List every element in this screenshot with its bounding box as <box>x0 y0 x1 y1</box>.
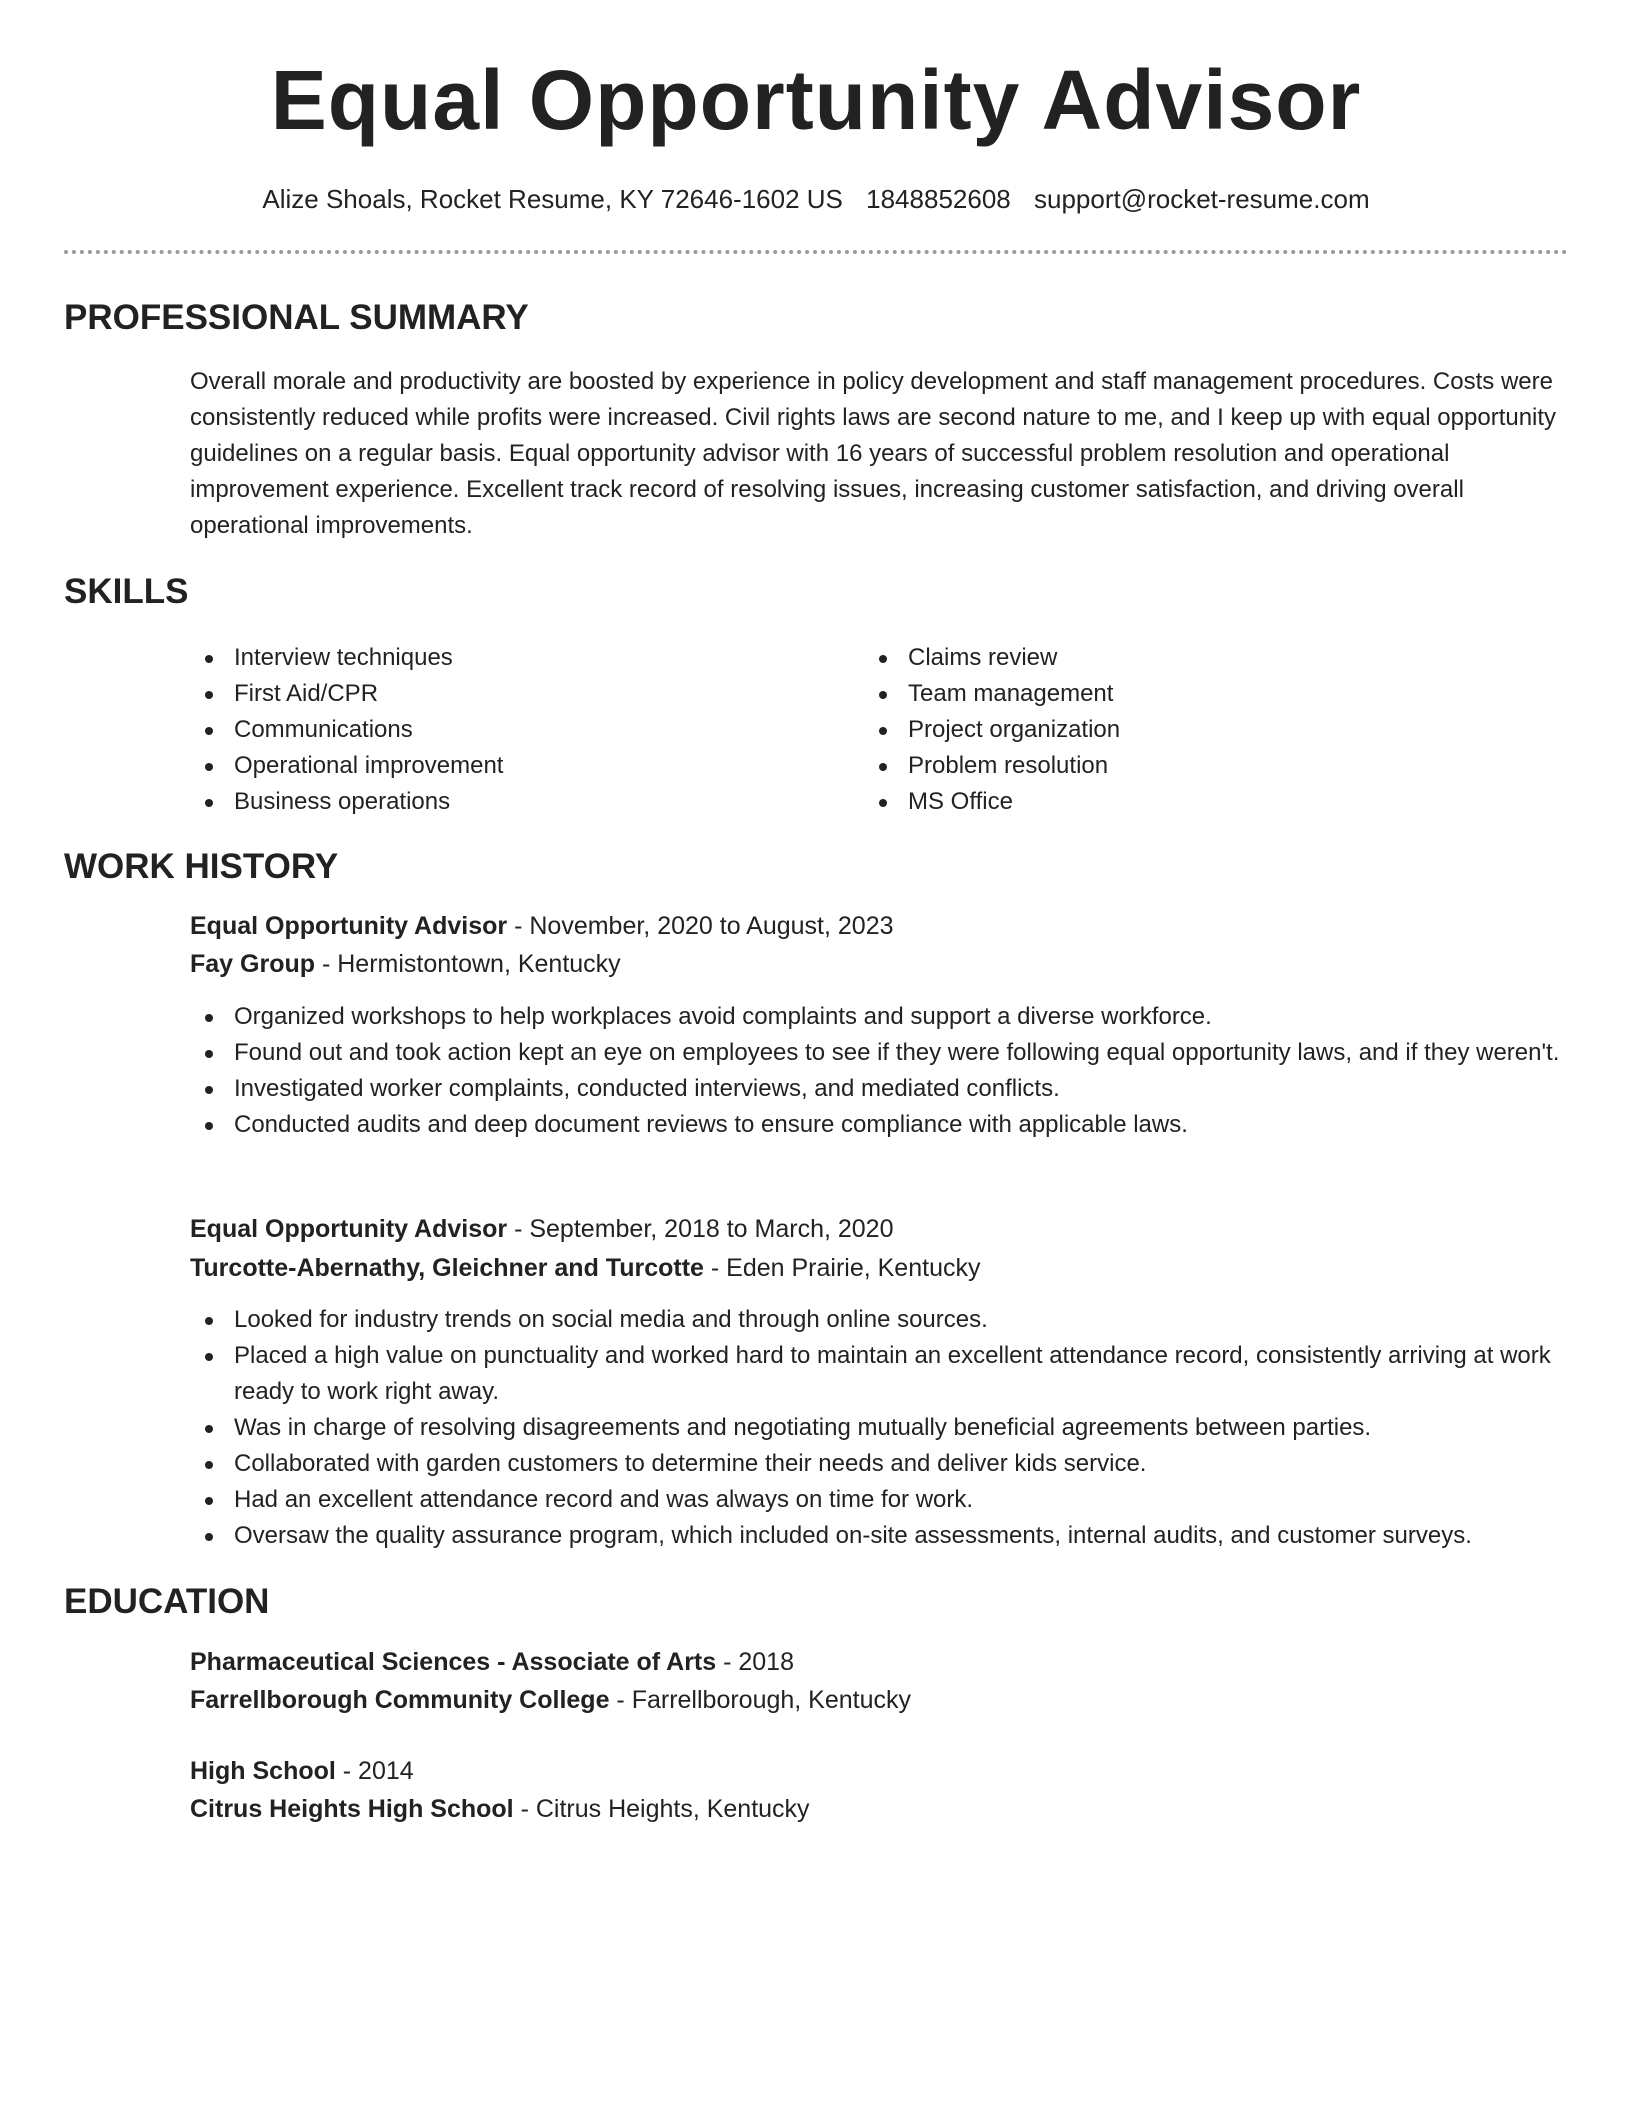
job-location: - Hermistontown, Kentucky <box>315 950 621 978</box>
skill-item: Communications <box>190 712 790 748</box>
work-heading: WORK HISTORY <box>64 847 339 886</box>
edu-year: - 2018 <box>716 1648 794 1676</box>
edu-school: Farrellborough Community College <box>190 1686 610 1714</box>
edu-location: - Citrus Heights, Kentucky <box>513 1795 810 1823</box>
skills-heading: SKILLS <box>64 572 189 611</box>
job-bullet: Placed a high value on punctuality and worked hard to maintain an excellent attendance record, consistently arriving at work ready to work right away. <box>190 1338 1570 1410</box>
job-bullet: Organized workshops to help workplaces avoid complaints and support a diverse workforce. <box>190 999 1570 1035</box>
summary-text: Overall morale and productivity are boosted by experience in policy development and staff management procedures. Costs were consistently reduced while profits were increased. Civil rights laws are second nature to me, and I keep up with equal opportunity guidelines on a regular basis. Equal opportunity advisor with 16 years of successful problem resolution and operational improvement experience. Excellent track record of resolving issues, increasing customer satisfaction, and driving overall operational improvements. <box>190 368 1557 539</box>
job-bullet: Had an excellent attendance record and was always on time for work. <box>190 1482 1570 1518</box>
skill-item: Project organization <box>864 712 1464 748</box>
job-company: Fay Group <box>190 950 316 978</box>
edu-degree: High School <box>190 1757 336 1785</box>
job-bullet: Investigated worker complaints, conducted interviews, and mediated conflicts. <box>190 1071 1570 1107</box>
edu-school-line <box>190 1790 810 1828</box>
skills-list-right <box>864 640 1464 820</box>
skill-item: First Aid/CPR <box>190 676 790 712</box>
contact-line <box>0 181 1632 217</box>
skill-item: Claims review <box>864 640 1464 676</box>
contact-address: Alize Shoals, Rocket Resume, KY 72646-1602 US <box>262 184 843 214</box>
job-bullets <box>190 1302 1570 1554</box>
job-bullet: Oversaw the quality assurance program, which included on-site assessments, internal audits, and customer surveys. <box>190 1518 1570 1554</box>
education-heading: EDUCATION <box>64 1582 270 1621</box>
edu-location: - Farrellborough, Kentucky <box>609 1686 912 1714</box>
job-title: Equal Opportunity Advisor <box>190 912 508 940</box>
job-bullet: Looked for industry trends on social media and through online sources. <box>190 1302 1570 1338</box>
job-location: - Eden Prairie, Kentucky <box>703 1254 981 1282</box>
job-title-line <box>190 1210 893 1248</box>
job-bullet: Collaborated with garden customers to determine their needs and deliver kids service. <box>190 1446 1570 1482</box>
job-company-line <box>190 1249 980 1287</box>
job-company: Turcotte-Abernathy, Gleichner and Turcotte <box>190 1254 704 1282</box>
resume-title: Equal Opportunity Advisor <box>270 53 1362 147</box>
contact-phone: 1848852608 <box>866 184 1011 214</box>
job-title-line <box>190 907 894 945</box>
edu-school-line <box>190 1681 911 1719</box>
job-dates: - November, 2020 to August, 2023 <box>507 912 894 940</box>
header-divider <box>64 250 1568 254</box>
skills-list-left <box>190 640 790 820</box>
summary-heading: PROFESSIONAL SUMMARY <box>64 298 529 337</box>
edu-degree: Pharmaceutical Sciences - Associate of Arts <box>190 1648 717 1676</box>
job-title: Equal Opportunity Advisor <box>190 1215 508 1243</box>
edu-degree-line <box>190 1643 794 1681</box>
skill-item: Business operations <box>190 784 790 820</box>
job-bullets <box>190 999 1570 1143</box>
skill-item: Team management <box>864 676 1464 712</box>
edu-school: Citrus Heights High School <box>190 1795 514 1823</box>
job-company-line <box>190 945 621 983</box>
edu-degree-line <box>190 1752 414 1790</box>
skill-item: Operational improvement <box>190 748 790 784</box>
contact-email: support@rocket-resume.com <box>1033 184 1370 214</box>
job-bullet: Was in charge of resolving disagreements and negotiating mutually beneficial agreements between parties. <box>190 1410 1570 1446</box>
skill-item: Interview techniques <box>190 640 790 676</box>
skill-item: Problem resolution <box>864 748 1464 784</box>
edu-year: - 2014 <box>335 1757 414 1785</box>
skill-item: MS Office <box>864 784 1464 820</box>
job-dates: - September, 2018 to March, 2020 <box>507 1215 894 1243</box>
job-bullet: Found out and took action kept an eye on employees to see if they were following equal opportunity laws, and if they weren't. <box>190 1035 1570 1071</box>
job-bullet: Conducted audits and deep document reviews to ensure compliance with applicable laws. <box>190 1107 1570 1143</box>
